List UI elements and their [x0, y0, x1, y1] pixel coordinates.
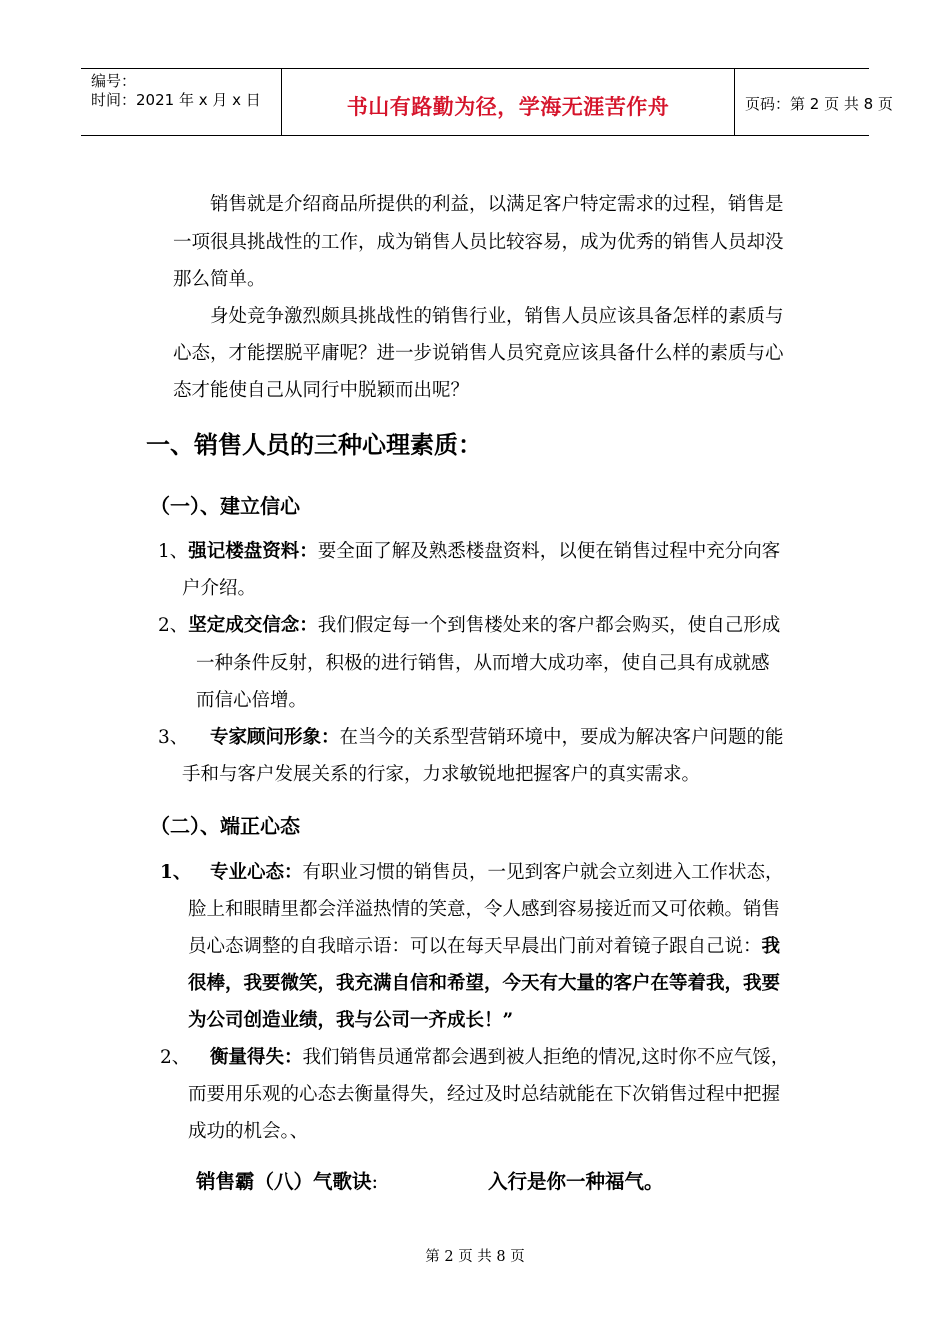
item-text: 有职业习惯的销售员，一见到客户就会立刻进入工作状态， [302, 862, 784, 883]
item-continuation-emphasis: 我 [761, 936, 781, 957]
item-continuation: 一种条件反射，积极的进行销售，从而增大成功率，使自己具有成就感 [196, 653, 770, 674]
list-item [158, 614, 780, 638]
item-text: 在当今的关系型营销环境中，要成为解决客户问题的能 [339, 727, 784, 748]
header-page-label: 页码：第 2 页 共 8 页 [745, 95, 893, 113]
intro-line: 心态，才能摆脱平庸呢？进一步说销售人员究竟应该具备什么样的素质与心 [173, 343, 784, 364]
item-text: 我们假定每一个到售楼处来的客户都会购买，使自己形成 [317, 615, 781, 636]
item-continuation [188, 935, 780, 959]
item-number: 2、 [158, 615, 189, 636]
subsection-heading: （二）、端正心态 [150, 814, 300, 838]
item-number: 1、 [158, 541, 189, 562]
intro-line: 身处竞争激烈颇具挑战性的销售行业，销售人员应该具备怎样的素质与 [210, 306, 784, 327]
list-item-body [210, 1046, 789, 1070]
item-emphasis-line: 为公司创造业绩，我与公司一齐成长！” [188, 1010, 514, 1031]
list-item-body [210, 861, 784, 885]
item-number: 3、 [158, 727, 189, 748]
document-number-label: 编号： [91, 72, 137, 90]
list-item-body [210, 726, 784, 750]
document-date-label: 时间：2021 年 x 月 x 日 [91, 91, 261, 109]
item-continuation: 手和与客户发展关系的行家，力求敏锐地把握客户的真实需求。 [182, 764, 701, 785]
item-emphasis-line: 很棒，我要微笑，我充满自信和希望，今天有大量的客户在等着我，我要 [188, 973, 781, 994]
item-continuation: 户介绍。 [182, 578, 257, 599]
intro-line: 一项很具挑战性的工作，成为销售人员比较容易，成为优秀的销售人员却没 [173, 232, 784, 253]
slogan-title [196, 1170, 378, 1194]
item-continuation: 成功的机会。、 [188, 1121, 309, 1142]
item-term: 专业心态： [210, 862, 303, 883]
intro-line: 销售就是介绍商品所提供的利益，以满足客户特定需求的过程，销售是 [210, 194, 784, 215]
header-left-cell [81, 69, 281, 135]
list-item [158, 726, 188, 750]
item-continuation: 而要用乐观的心态去衡量得失，经过及时总结就能在下次销售过程中把握 [188, 1084, 781, 1105]
intro-line: 态才能使自己从同行中脱颖而出呢？ [173, 380, 470, 401]
page-header [81, 68, 893, 136]
item-term: 衡量得失： [210, 1047, 303, 1068]
item-continuation: 脸上和眼睛里都会洋溢热情的笑意，令人感到容易接近而又可依赖。销售 [188, 899, 781, 920]
header-center-cell [281, 69, 735, 135]
item-term: 专家顾问形象： [210, 727, 340, 748]
item-text: 要全面了解及熟悉楼盘资料，以便在销售过程中充分向客 [317, 541, 781, 562]
item-continuation-text: 员心态调整的自我暗示语：可以在每天早晨出门前对着镜子跟自己说： [188, 936, 762, 957]
item-continuation: 而信心倍增。 [196, 690, 308, 711]
item-text: 我们销售员通常都会遇到被人拒绝的情况,这时你不应气馁， [302, 1047, 790, 1068]
section-heading: 一、销售人员的三种心理素质： [146, 430, 482, 459]
slogan-text: 入行是你一种福气。 [488, 1170, 664, 1193]
item-number: 2、 [160, 1047, 191, 1068]
slogan-title-text: 销售霸（八）气歌诀 [196, 1170, 372, 1193]
header-right-cell [735, 69, 893, 135]
item-term: 坚定成交信念： [188, 615, 318, 636]
page-footer: 第 2 页 共 8 页 [425, 1249, 525, 1265]
item-term: 强记楼盘资料： [188, 541, 318, 562]
header-motto: 书山有路勤为径，学海无涯苦作舟 [346, 95, 670, 119]
subsection-heading: （一）、建立信心 [150, 494, 300, 518]
item-number: 1、 [160, 862, 192, 883]
slogan-colon: : [371, 1170, 379, 1193]
list-item [158, 540, 780, 564]
intro-line: 那么简单。 [173, 269, 266, 290]
